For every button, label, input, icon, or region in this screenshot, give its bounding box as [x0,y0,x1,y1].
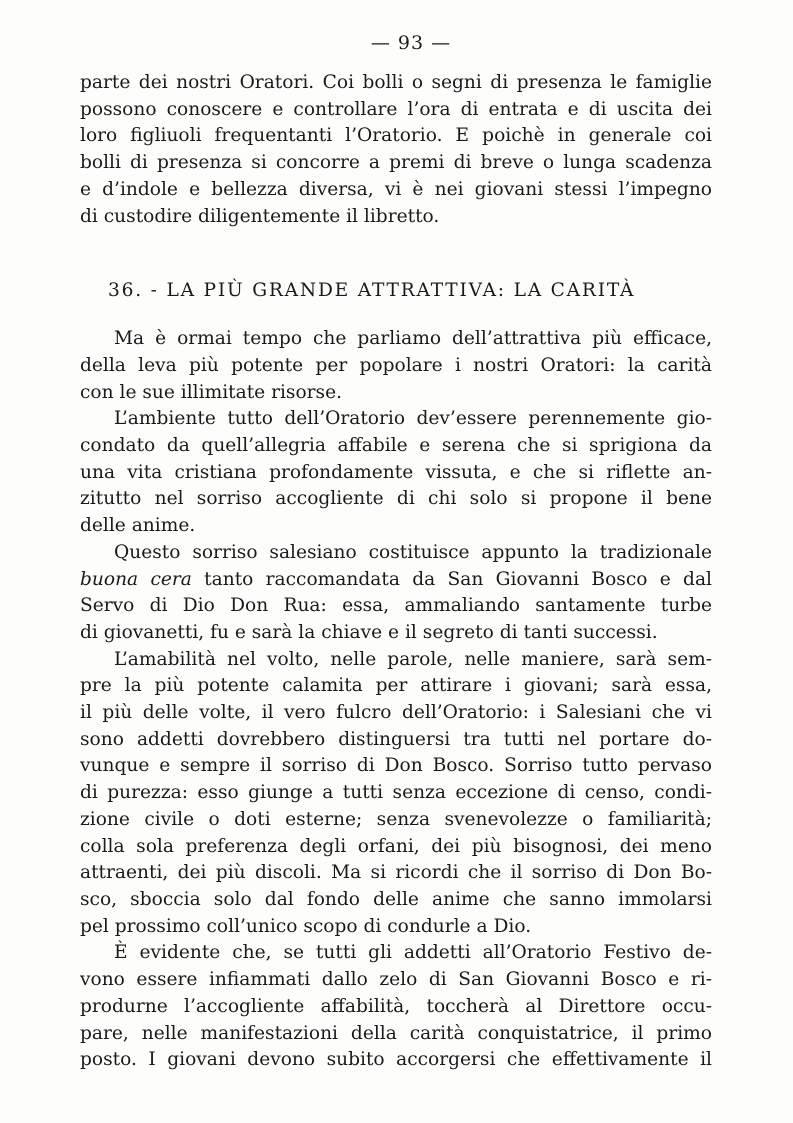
text-line: il più delle volte, il vero fulcro dell’Oratorio: i Salesiani che vi [80,702,712,724]
text-line: di giovanetti, fu e sarà la chiave e il segreto di tanti successi. [80,621,658,643]
text-line: loro figliuoli frequentanti l’Oratorio. E poichè in generale coi [80,125,712,147]
text-line: attraenti, dei più discoli. Ma si ricordi che il sorriso di Don Bo- [80,862,712,884]
text-line: della leva più potente per popolare i nostri Oratori: la carità [80,354,712,376]
text-line-mixed [80,567,712,594]
text-line: pre la più potente calamita per attirare i giovani; sarà essa, [80,675,712,697]
text-line: zitutto nel sorriso accogliente di chi solo si propone il bene [80,488,712,510]
section-heading: 36. - LA PIÙ GRANDE ATTRATTIVA: LA CARITÀ [108,280,636,302]
paragraph-1 [80,326,712,406]
paragraph-2 [80,406,712,540]
text-line: vunque e sempre il sorriso di Don Bosco. Sorriso tutto pervaso [80,755,712,777]
page-number: — 93 — [370,32,452,54]
italic-phrase: buona cera [80,568,192,590]
text-line: di purezza: esso giunge a tutti senza eccezione di censo, condi- [80,782,712,804]
text-line: L’amabilità nel volto, nelle parole, nelle maniere, sarà sem- [114,648,712,670]
text-line: È evidente che, se tutti gli addetti all’Oratorio Festivo de- [114,942,712,964]
text-line: di custodire diligentemente il libretto. [80,205,440,227]
text-line: pare, nelle manifestazioni della carità conquistatrice, il primo [80,1022,712,1044]
text-line: Questo sorriso salesiano costituisce appunto la tradizionale [114,541,712,563]
paragraph-3 [80,540,712,647]
text-line: delle anime. [80,515,196,537]
paragraph-4 [80,647,712,941]
text-span: tanto raccomandata da San Giovanni Bosco e dal [191,568,712,590]
text-line: e d’indole e bellezza diversa, vi è nei giovani stessi l’impegno [80,178,712,200]
text-line: con le sue illimitate risorse. [80,381,343,403]
text-line: Servo di Dio Don Rua: essa, ammaliando santamente turbe [80,595,712,617]
text-line: colla sola preferenza degli orfani, dei più bisognosi, dei meno [80,835,712,857]
text-line: pel prossimo coll’unico scopo di condurle a Dio. [80,915,532,937]
text-line: zione civile o doti esterne; senza svenevolezze o familiarità; [80,808,712,830]
text-line: produrne l’accogliente affabilità, toccherà al Direttore occu- [80,995,712,1017]
text-line: parte dei nostri Oratori. Coi bolli o segni di presenza le famiglie [80,72,712,93]
text-line: una vita cristiana profondamente vissuta, e che si riflette an- [80,461,712,483]
intro-paragraph [80,70,712,230]
text-line: sono addetti dovrebbero distinguersi tra tutti nel portare do- [80,728,712,750]
text-line: possono conoscere e controllare l’ora di entrata e di uscita dei [80,98,712,120]
text-line: bolli di presenza si concorre a premi di breve o lunga scadenza [80,152,712,174]
text-line: L’ambiente tutto dell’Oratorio dev’essere perennemente gio- [114,408,712,430]
text-line: posto. I giovani devono subito accorgersi che effettivamente il [80,1049,712,1071]
text-line: condato da quell’allegria affabile e serena che si sprigiona da [80,435,712,457]
paragraph-5 [80,940,712,1074]
text-line: vono essere infiammati dallo zelo di San Giovanni Bosco e ri- [80,969,712,991]
text-line: Ma è ormai tempo che parliamo dell’attrattiva più efficace, [114,328,712,350]
text-line: sco, sboccia solo dal fondo delle anime che sanno immolarsi [80,888,712,910]
book-page [80,30,712,1074]
